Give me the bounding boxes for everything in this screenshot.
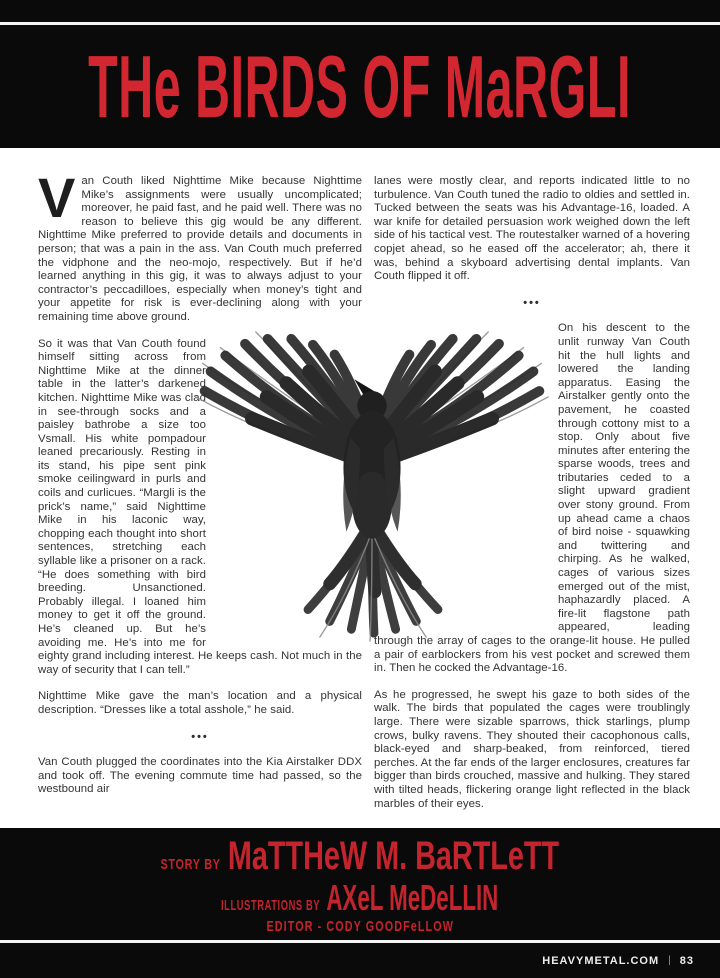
page-number: 83 xyxy=(679,954,694,967)
illustration-spacer-left-column xyxy=(206,338,362,650)
section-break: ••• xyxy=(523,296,541,309)
story-by-line xyxy=(161,835,560,877)
paragraph-flight: lanes were mostly clear, and reports indicated little to no turbulence. Van Couth tuned the radio to oldies and settled in. Tucked between the seats was his Advantage-16, loaded. A war knife for detailed persuasion work weighed down the left side of his tactical vest. The routestalker warned of a hovering copjet ahead, so he eased off the accelerator; ah, there it was, behind a skyboard advertising dental implants. Van Couth flipped it off. xyxy=(374,175,690,283)
footer-separator: | xyxy=(668,955,671,966)
title-wrap xyxy=(0,25,720,148)
paragraph-descent: On his descent to the unlit runway Van Couth hit the hull lights and lowered the landing apparatus. Easing the Airstalker gently onto the pavement, he coasted through cottony mist to a stop. Only about five minutes after entering the sparse woods, trees and tributaries ceded to a slight upward gradient over stony ground. From up ahead came a chaos of bird noise - squawking and twittering and chirping. As he walked, cages of various sizes emerged out of the mist, haphazardly placed. A fire-lit flagstone path appeared, leading through the array of cages to the orange-lit house. He pulled a pair of earblockers from his vest pocket and screwed them in. Then he cocked the Advantage-16. xyxy=(374,322,690,675)
illustrations-by-name: AXeL MeDeLLIN xyxy=(326,876,499,918)
footer-website: HEAVYMETAL.COM xyxy=(542,954,660,967)
editor-line xyxy=(266,918,454,935)
illustrations-by-label: ILLUSTRATIONS BY xyxy=(221,896,321,914)
paragraph-dinner-table: So it was that Van Couth found himself sitting across from Nighttime Mike at the dinner table in the latter’s darkened kitchen. Nighttime Mike was clad in see-through socks and a paisley bathrobe a size too Vsmall. His white pompadour leaned precariously. Resting in its stand, his pipe sent pink smoke ceilingward in purls and coils and curlicues. “Margli is the prick’s name,” said Nighttime Mike in his laconic way, chopping each thought into short sentences, stretching each syllable like a prisoner on a rack. “He does something with bird breeding. Unsanctioned. Probably illegal. I loaned him money to get it off the ground. He’s cleaned up. But he’s avoiding me. He’s into me for eighty grand including interest. He keeps cash. Not much in the way of security that I can tell.” xyxy=(38,337,362,676)
section-break: ••• xyxy=(191,730,209,743)
editor-credit: EDITOR - CODY GOODFeLLOW xyxy=(266,918,454,936)
story-by-label: STORY BY xyxy=(160,855,221,873)
wrapped-paragraph-left xyxy=(38,338,362,678)
story-body xyxy=(0,148,720,828)
paragraph-opening-text: an Couth liked Nighttime Mike because Nighttime Mike’s assignments were usually uncomplicated; moreover, he paid fast, and he paid well. There was no reason to believe this gig would be any different. Nighttime Mike preferred to provide details and documents in person; that was a pain in the ass. Van Couth much preferred the vidphone and the neo-mojo, respectively. But if he’d learned anything in this gig, it was to always adjust to your contractor’s peccadilloes, especially when money’s tight and your appetite for risk is ever-declining along with your remaining time above ground. xyxy=(38,175,362,323)
page-title: THe BIRDS OF MaRGLI xyxy=(88,36,632,136)
illustrations-by-line xyxy=(221,876,499,918)
wrapped-paragraph-right xyxy=(374,322,690,675)
footer-bar xyxy=(0,943,720,978)
paragraph-opening xyxy=(38,166,362,325)
story-column-right xyxy=(374,175,690,824)
illustration-spacer-right-column xyxy=(374,322,558,632)
story-by-name: MaTTHeW M. BaRTLeTT xyxy=(228,833,560,878)
story-column-left xyxy=(38,166,362,810)
paragraph-cages: As he progressed, he swept his gaze to both sides of the walk. The birds that populated the cages were troublingly large. There were sizable sparrows, thick starlings, plump crows, bulky ravens. They shouted their cacophonous calls, black-eyed and sharp-beaked, from reinforced, tiered perches. At the far ends of the larger enclosures, creatures far bigger than birds crouched, massive and hulking. They stared with tilted heads, flickering orange light reflected in the black marbles of their eyes. xyxy=(374,688,690,810)
paragraph-takeoff: Van Couth plugged the coordinates into the Kia Airstalker DDX and took off. The evening commute time had passed, so the westbound air xyxy=(38,756,362,796)
credits-band xyxy=(0,828,720,940)
title-band xyxy=(0,0,720,148)
paragraph-description: Nighttime Mike gave the man’s location and a physical description. “Dresses like a total asshole,” he said. xyxy=(38,690,362,716)
drop-cap: V xyxy=(38,166,76,229)
